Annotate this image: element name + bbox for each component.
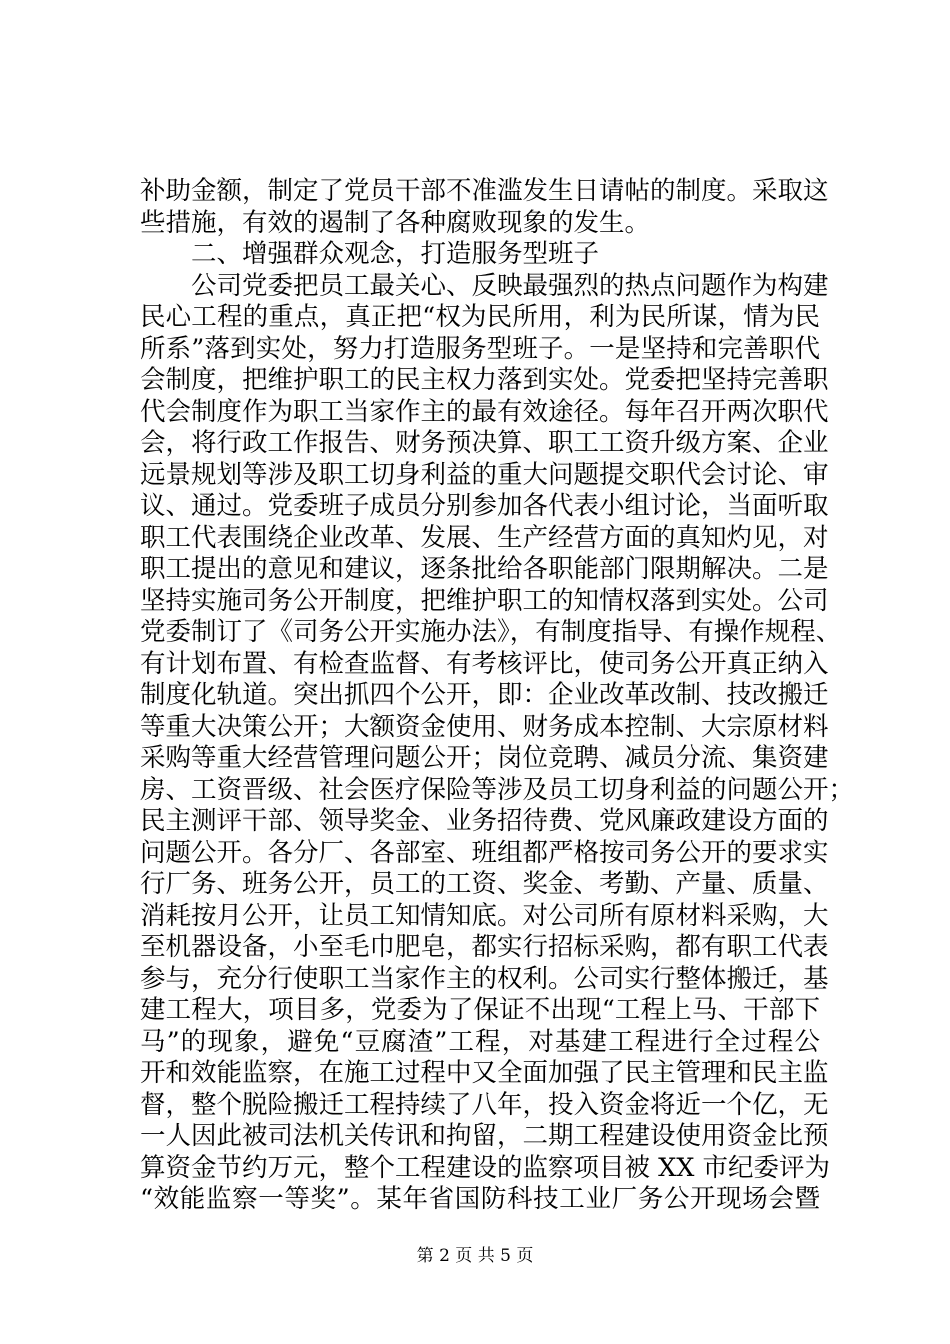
text-line: 算资金节约万元，整个工程建设的监察项目被 XX 市纪委评为 [140, 1152, 831, 1183]
text-line: 参与，充分行使职工当家作主的权利。公司实行整体搬迁，基 [140, 963, 829, 994]
paragraph-first-line: 公司党委把员工最关心、反映最强烈的热点问题作为构建 [191, 270, 829, 301]
text-line: 有计划布置、有检查监督、有考核评比，使司务公开真正纳入 [140, 648, 829, 679]
section-heading: 二、增强群众观念，打造服务型班子 [191, 239, 600, 269]
text-line: 督，整个脱险搬迁工程持续了八年，投入资金将近一个亿，无 [140, 1089, 829, 1120]
text-line: 消耗按月公开，让员工知情知底。对公司所有原材料采购，大 [140, 900, 829, 931]
text-line: 些措施，有效的遏制了各种腐败现象的发生。 [140, 207, 651, 238]
text-line: 采购等重大经营管理问题公开；岗位竞聘、减员分流、集资建 [140, 743, 829, 773]
text-line: 代会制度作为职工当家作主的最有效途径。每年召开两次职代 [140, 396, 829, 427]
text-line: 开和效能监察，在施工过程中又全面加强了民主管理和民主监 [140, 1058, 829, 1088]
text-line: 所系”落到实处，努力打造服务型班子。一是坚持和完善职代 [140, 333, 820, 364]
text-line: 党委制订了《司务公开实施办法》，有制度指导、有操作规程、 [140, 617, 842, 647]
text-line: 问题公开。各分厂、各部室、班组都严格按司务公开的要求实 [140, 837, 829, 868]
text-line: 等重大决策公开；大额资金使用、财务成本控制、大宗原材料 [140, 711, 829, 742]
document-body [140, 176, 855, 1216]
text-line: 民主测评干部、领导奖金、业务招待费、党风廉政建设方面的 [140, 806, 829, 836]
text-line: 职工代表围绕企业改革、发展、生产经营方面的真知灼见，对 [140, 522, 829, 553]
text-line: 房、工资晋级、社会医疗保险等涉及员工切身利益的问题公开； [140, 774, 855, 805]
text-line: 职工提出的意见和建议，逐条批给各职能部门限期解决。二是 [140, 554, 829, 584]
text-line: 建工程大，项目多，党委为了保证不出现“工程上马、干部下 [140, 995, 820, 1025]
text-line: 行厂务、班务公开，员工的工资、奖金、考勤、产量、质量、 [140, 869, 829, 899]
text-line: 至机器设备，小至毛巾肥皂，都实行招标采购，都有职工代表 [140, 932, 829, 962]
text-line: 制度化轨道。突出抓四个公开，即：企业改革改制、技改搬迁 [140, 680, 829, 710]
text-line: 马”的现象，避免“豆腐渣”工程，对基建工程进行全过程公 [140, 1026, 820, 1057]
text-line: 坚持实施司务公开制度，把维护职工的知情权落到实处。公司 [140, 585, 829, 616]
text-line: 民心工程的重点，真正把“权为民所用，利为民所谋，情为民 [140, 302, 820, 332]
text-line: “效能监察一等奖”。某年省国防科技工业厂务公开现场会暨 [140, 1184, 820, 1214]
text-line: 补助金额，制定了党员干部不准滥发生日请帖的制度。采取这 [140, 176, 829, 206]
text-line: 会制度，把维护职工的民主权力落到实处。党委把坚持完善职 [140, 365, 829, 395]
text-line: 会，将行政工作报告、财务预决算、职工工资升级方案、企业 [140, 428, 829, 458]
text-line: 一人因此被司法机关传讯和拘留，二期工程建设使用资金比预 [140, 1121, 829, 1151]
text-line: 远景规划等涉及职工切身利益的重大问题提交职代会讨论、审 [140, 459, 829, 490]
text-line: 议、通过。党委班子成员分别参加各代表小组讨论，当面听取 [140, 491, 829, 521]
page-number-footer: 第 2 页 共 5 页 [416, 1246, 534, 1266]
